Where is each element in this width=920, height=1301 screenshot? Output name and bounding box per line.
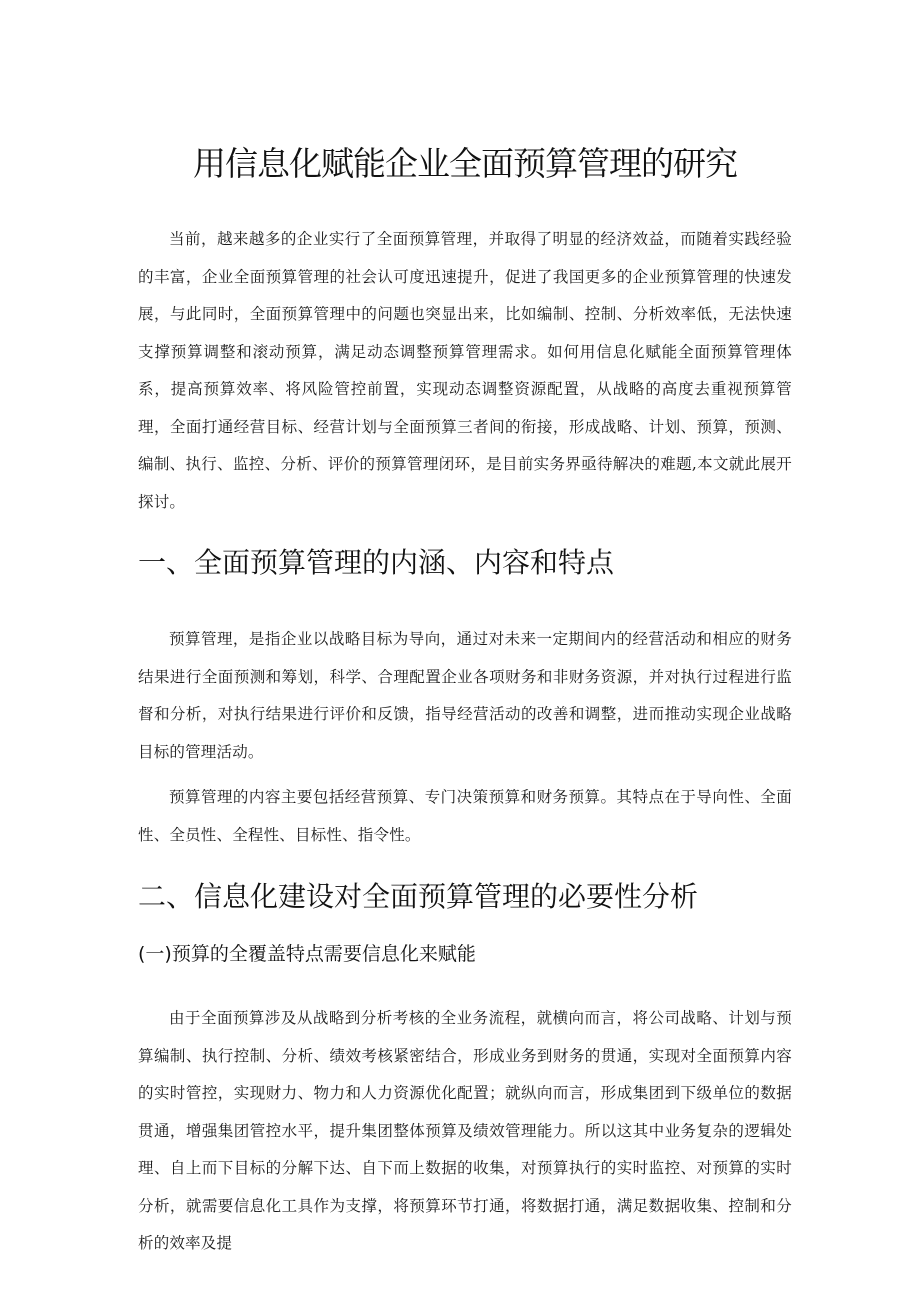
section-1-paragraph-content: 预算管理的内容主要包括经营预算、专门决策预算和财务预算。其特点在于导向性、全面性、全员性、全程性、目标性、指令性。 — [138, 788, 792, 844]
section-1-heading: 一、全面预算管理的内涵、内容和特点 — [138, 546, 615, 579]
document-title: 用信息化赋能企业全面预算管理的研究 — [193, 144, 737, 183]
subsection-2-1-paragraph: 由于全面预算涉及从战略到分析考核的全业务流程，就横向而言，将公司战略、计划与预算编制、执行控制、分析、绩效考核紧密结合，形成业务到财务的贯通，实现对全面预算内容的实时管控，实现财力、物力和人力资源优化配置；就纵向而言，形成集团到下级单位的数据贯通，增强集团管控水平，提升集团整体预算及绩效管理能力。所以这其中业务复杂的逻辑处理、自上而下目标的分解下达、自下而上数据的收集，对预算执行的实时监控、对预算的实时分析，就需要信息化工具作为支撑，将预算环节打通，将数据打通，满足数据收集、控制和分析的效率及提 — [138, 1009, 792, 1252]
section-2-heading: 二、信息化建设对全面预算管理的必要性分析 — [138, 880, 699, 913]
section-1-paragraph-definition: 预算管理，是指企业以战略目标为导向，通过对未来一定期间内的经营活动和相应的财务结果进行全面预测和筹划，科学、合理配置企业各项财务和非财务资源，并对执行过程进行监督和分析，对执行结果进行评价和反馈，指导经营活动的改善和调整，进而推动实现企业战略目标的管理活动。 — [138, 630, 792, 761]
subsection-2-1-heading: (一)预算的全覆盖特点需要信息化来赋能 — [138, 943, 476, 965]
intro-paragraph: 当前，越来越多的企业实行了全面预算管理，并取得了明显的经济效益，而随着实践经验的丰富，企业全面预算管理的社会认可度迅速提升，促进了我国更多的企业预算管理的快速发展，与此同时，全面预算管理中的问题也突显出来，比如编制、控制、分析效率低，无法快速支撑预算调整和滚动预算，满足动态调整预算管理需求。如何用信息化赋能全面预算管理体系，提高预算效率、将风险管控前置，实现动态调整资源配置，从战略的高度去重视预算管理，全面打通经营目标、经营计划与全面预算三者间的衔接，形成战略、计划、预算，预测、编制、执行、监控、分析、评价的预算管理闭环，是目前实务界亟待解决的难题,本文就此展开探讨。 — [138, 230, 792, 511]
